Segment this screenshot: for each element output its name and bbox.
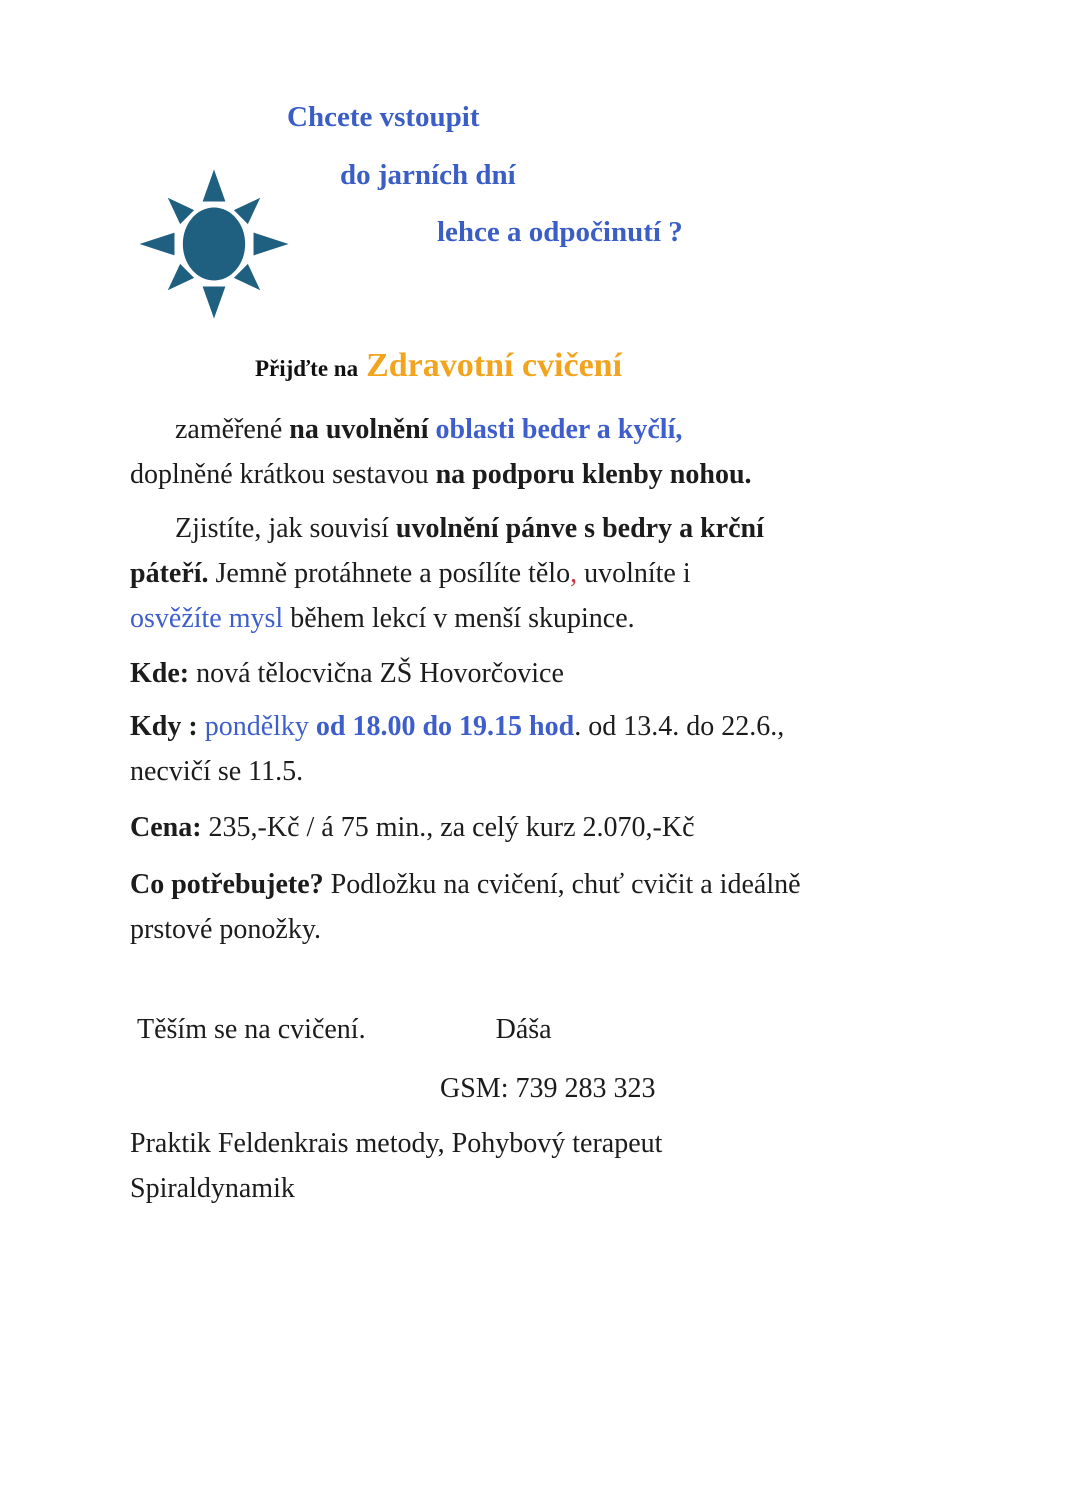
when-dates: . od 13.4. do 22.6., xyxy=(574,711,785,742)
price-value: 235,-Kč / á 75 min., za celý kurz 2.070,-Kč xyxy=(201,812,695,843)
intro-bold-2: na podporu klenby nohou. xyxy=(435,459,752,490)
about-bold-2: páteří. xyxy=(130,558,209,589)
sun-icon xyxy=(138,168,290,320)
phone-line: GSM: 739 283 323 xyxy=(440,1073,656,1104)
credentials-line-2: Spiraldynamik xyxy=(130,1173,295,1204)
hero-line-3: lehce a odpočinutí ? xyxy=(437,216,683,248)
about-bold-1: uvolnění pánve s bedry a krční xyxy=(395,513,764,544)
requirements-text-2: prstové ponožky. xyxy=(130,914,322,945)
intro-text-2: doplněné krátkou sestavou xyxy=(130,459,436,490)
about-text-3: uvolníte i xyxy=(577,558,691,589)
when-label: Kdy : xyxy=(130,711,198,742)
about-text-1: Zjistíte, jak souvisí xyxy=(175,513,396,544)
requirements-label: Co potřebujete? xyxy=(130,869,324,900)
about-red-comma: , xyxy=(570,558,578,589)
when-exception: necvičí se 11.5. xyxy=(130,756,304,787)
about-highlight-blue: osvěžíte mysl xyxy=(130,603,284,634)
title-line xyxy=(255,342,1020,393)
price-label: Cena: xyxy=(130,812,202,843)
about-paragraph xyxy=(130,506,1020,641)
requirements-text-1: Podložku na cvičení, chuť cvičit a ideálně xyxy=(323,869,801,900)
closing-text: Těším se na cvičení. xyxy=(137,1014,366,1045)
content-body xyxy=(0,342,1080,1211)
hero-line-2: do jarních dní xyxy=(340,159,516,191)
when-time: od 18.00 do 19.15 hod xyxy=(315,711,575,742)
when-day: pondělky xyxy=(197,711,316,742)
title-prefix: Přijďte na xyxy=(255,356,359,381)
hero-section xyxy=(0,0,1080,332)
credentials-line-1: Praktik Feldenkrais metody, Pohybový terapeut xyxy=(130,1128,663,1159)
intro-paragraph xyxy=(130,407,1020,497)
where-value: nová tělocvična ZŠ Hovorčovice xyxy=(189,658,564,689)
page-title: Zdravotní cvičení xyxy=(366,347,623,384)
requirements-paragraph xyxy=(130,862,1020,952)
price-line xyxy=(130,805,1020,850)
hero-line-1: Chcete vstoupit xyxy=(287,101,480,133)
intro-highlight-blue: oblasti beder a kyčlí, xyxy=(435,414,683,445)
signature-name: Dáša xyxy=(495,1014,552,1045)
closing-line xyxy=(130,1007,1020,1052)
about-text-4: během lekcí v menší skupince. xyxy=(283,603,635,634)
credentials xyxy=(130,1121,1020,1211)
where-label: Kde: xyxy=(130,658,190,689)
about-text-2: Jemně protáhnete a posílíte tělo xyxy=(208,558,571,589)
intro-bold-1: na uvolnění xyxy=(289,414,436,445)
intro-text-1: zaměřené xyxy=(175,414,290,445)
when-line xyxy=(130,704,1020,794)
where-line xyxy=(130,651,1020,696)
